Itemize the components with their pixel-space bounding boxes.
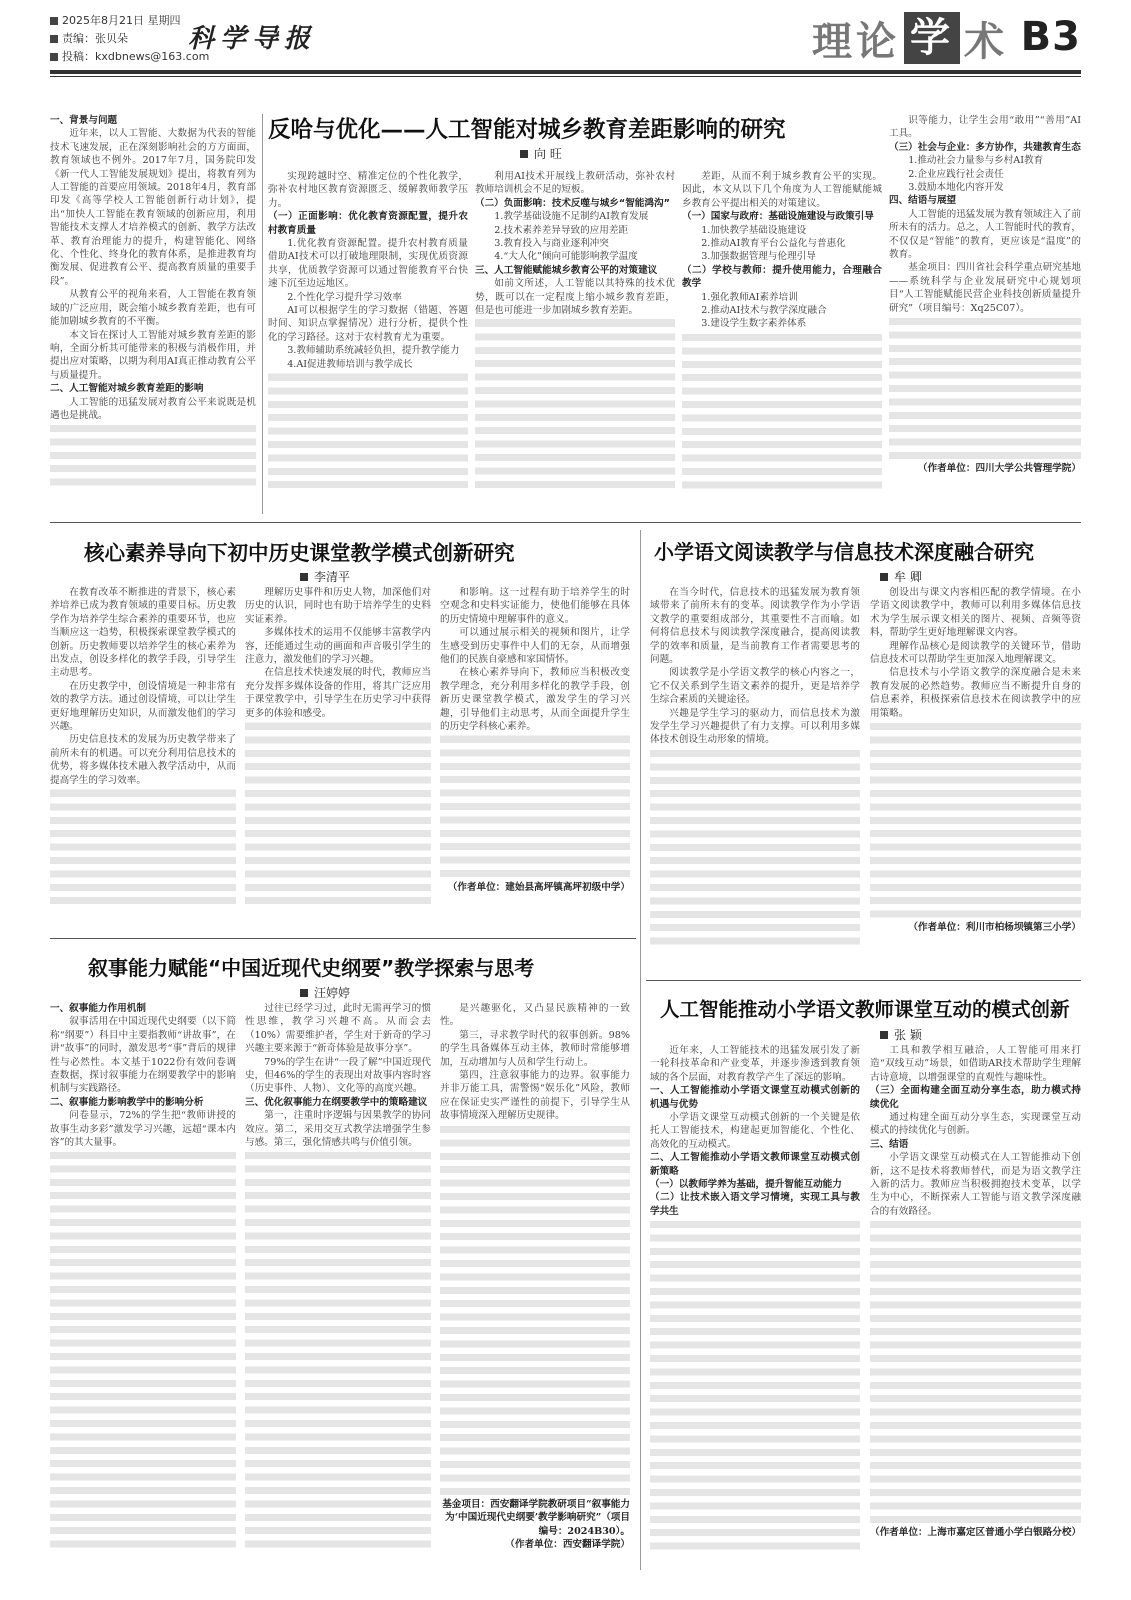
- body-paragraph: 在核心素养导向下，教师应当积极改变教学理念，充分利用多样化的教学手段，创新历史课堂教学模式，激发学生的学习兴趣，引导他们主动思考，从而全面提升学生的历史学科核心素养。: [440, 667, 630, 733]
- column-divider: [640, 530, 641, 1570]
- article1-col3: [475, 170, 675, 512]
- body-paragraph: 人工智能的迅猛发展对教育公平来说既是机遇也是挑战。: [50, 396, 256, 421]
- body-paragraph: 2.技术素养差异导致的应用差距: [494, 224, 629, 236]
- greeked-text-block: [245, 720, 431, 908]
- byline-square-icon: [880, 1031, 888, 1039]
- body-paragraph: 理解历史事件和历史人物，加深他们对历史的认识，同时也有助于培养学生的史料实证素养。: [245, 587, 431, 625]
- article5-author: 张 颖: [894, 1028, 922, 1042]
- article5-title: 人工智能推动小学语文教师课堂互动的模式创新: [660, 998, 1070, 1021]
- body-paragraph: 4.“大人化”倾向可能影响教学温度: [494, 251, 638, 263]
- section-heading: 三、优化叙事能力在纲要教学中的策略建议: [245, 1096, 428, 1108]
- article2-col2: [245, 586, 431, 928]
- section-heading: 二、人工智能对城乡教育差距的影响: [50, 383, 204, 395]
- article4-col3: [440, 1002, 630, 1570]
- article1-col1: [50, 114, 256, 512]
- greeked-text-block: [440, 733, 630, 880]
- body-paragraph: 3.建设学生数字素养体系: [701, 318, 807, 330]
- body-paragraph: 阅读教学是小学语文教学的核心内容之一，它不仅关系到学生语文素养的提升，更是培养学生综合素质的关键途径。: [650, 667, 860, 706]
- section-divider: [646, 980, 1081, 981]
- article4-col2: [245, 1002, 431, 1570]
- author-affiliation: （作者单位：利川市柏杨坝镇第三小学）: [908, 922, 1081, 934]
- article4-author: 汪婷婷: [314, 986, 351, 1000]
- bullet-square-icon: [50, 53, 58, 61]
- section-heading: 二、人工智能推动小学语文教师课堂互动模式创新策略: [650, 1152, 860, 1177]
- article3-author: 牟 卿: [894, 570, 922, 584]
- body-paragraph: 3.教育投入与商业逐利冲突: [494, 238, 609, 250]
- body-paragraph: 3.教师辅助系统减轻负担，提升教学能力: [287, 345, 460, 357]
- body-paragraph: 可以通过展示相关的视频和图片，让学生感受到历史事件中人们的无奈，从而增强他们的民族自豪感和家国情怀。: [440, 627, 630, 666]
- byline-square-icon: [880, 573, 888, 581]
- greeked-text-block: [650, 1218, 860, 1553]
- body-paragraph: 在信息技术快速发展的时代，教师应当充分发挥多媒体设备的作用，将其广泛应用于课堂教学中，引导学生在历史学习中获得更多的体验和感受。: [245, 667, 431, 719]
- body-paragraph: 如前文所述，人工智能以其特殊的技术优势，既可以在一定程度上缩小城乡教育差距，但是也可能进一步加剧城乡教育差距。: [475, 278, 675, 317]
- article1-author: 向 旺: [534, 147, 562, 161]
- greeked-text-block: [475, 317, 675, 491]
- masthead-rule: [50, 70, 1081, 74]
- greeked-text-block: [870, 1218, 1081, 1526]
- masthead: [0, 0, 1131, 80]
- byline-square-icon: [300, 573, 308, 581]
- section-divider: [50, 938, 636, 939]
- section-char: 论: [856, 18, 900, 65]
- body-paragraph: 过往已经学习过，此时无需再学习的惯性思维，教学习兴趣不高。从而会去（10%）需要维护者，学生对于新奇的学习兴趣主要来源于“新奇体验是故事分享”。: [245, 1003, 431, 1055]
- body-paragraph: 问卷显示，72%的学生把“教师讲授的故事生动多彩”激发学习兴趣，远超“课本内容”的其大量事。: [50, 1110, 236, 1149]
- greeked-text-block: [889, 315, 1081, 462]
- body-paragraph: 理解作品核心是阅读教学的关键环节，借助信息技术可以帮助学生更加深入地理解课文。: [870, 640, 1081, 666]
- section-char: 术: [964, 18, 1008, 65]
- body-paragraph: 2.推动AI教育平台公益化与普惠化: [701, 238, 846, 250]
- greeked-text-block: [440, 1123, 630, 1498]
- page-number: B3: [1020, 14, 1081, 60]
- body-paragraph: 2.推动AI技术与教学深度融合: [701, 305, 827, 317]
- section-heading: （一）正面影响：优化教育资源配置，提升农村教育质量: [268, 211, 468, 236]
- greeked-text-block: [682, 331, 882, 492]
- body-paragraph: 基金项目：四川省社会科学重点研究基地——系统科学与企业发展研究中心规划项目“人工智能赋能民营企业科技创新质量提升研究”（项目编号：Xq25C07）。: [889, 262, 1081, 314]
- section-heading: 一、叙事能力作用机制: [50, 1003, 146, 1014]
- bullet-square-icon: [50, 17, 58, 25]
- body-paragraph: 第四，注意叙事能力的边界。叙事能力并非万能工具，需警惕“娱乐化”风险，教师应在保证史实严谨性的前提下，引导学生从故事情境深入理解历史规律。: [440, 1070, 630, 1122]
- article4-byline: [300, 984, 350, 1001]
- article2-byline: [300, 568, 350, 585]
- issue-date: 2025年8月21日 星期四: [62, 14, 181, 27]
- body-paragraph: 在教育改革不断推进的背景下，核心素养培养已成为教育领域的重要目标。历史教学作为培养学生综合素养的重要环节，也应当顺应这一趋势，积极探索课堂教学模式的创新。历史教师要以培养学生的核心素养为出发点，创设多样化的教学手段，引导学生主动思考。: [50, 587, 236, 679]
- article4-title: 叙事能力赋能“中国近现代史纲要”教学探索与思考: [88, 956, 535, 980]
- body-paragraph: 实现跨越时空、精准定位的个性化教学，弥补农村地区教育资源匮乏、缓解教师教学压力。: [268, 171, 468, 209]
- article5-col1: [650, 1044, 860, 1570]
- body-paragraph: 1.优化教育资源配置。提升农村教育质量借助AI技术可以打破地理限制，实现优质资源共享，优质教学资源可以通过智能教育平台快速下沉至边远地区。: [268, 238, 468, 290]
- body-paragraph: 信息技术与小学语文教学的深度融合是未来教育发展的必然趋势。教师应当不断提升自身的信息素养，积极探索信息技术在阅读教学中的应用策略。: [870, 667, 1081, 719]
- body-paragraph: 从教育公平的视角来看，人工智能在教育领域的广泛应用，既会缩小城乡教育差距，也有可能加剧城乡教育的不平衡。: [50, 289, 256, 328]
- bullet-square-icon: [50, 35, 58, 43]
- article2-col3: [440, 586, 630, 928]
- article3-col2: [870, 586, 1081, 972]
- body-paragraph: 小学语文课堂互动模式在人工智能推动下创新，这不是技术将教师替代，而是为语文教学注入新的活力。教师应当积极拥抱技术变革，以学生为中心，不断探索人工智能与语文教学深度融合的有效路径。: [870, 1152, 1081, 1217]
- section-char: 理: [812, 18, 856, 65]
- paper-logo: 科学导报: [188, 24, 317, 54]
- byline-square-icon: [520, 150, 528, 158]
- body-paragraph: 本文旨在探讨人工智能对城乡教育差距的影响，全面分析其可能带来的积极与消极作用，并提出应对策略，以期为利用AI真正推动教育公平与质量提升。: [50, 329, 256, 381]
- email-line: 投稿：kxdbnews@163.com: [62, 50, 210, 63]
- article3-byline: [880, 568, 922, 585]
- author-affiliation: 基金项目：西安翻译学院教研项目“叙事能力为‘中国近现代史纲要’教学影响研究”（项目编号：2024B30）。: [442, 1498, 630, 1537]
- body-paragraph: 识等能力，让学生会用“敢用”“善用”AI工具。: [889, 115, 1081, 140]
- body-paragraph: 1.加快教学基础设施建设: [701, 224, 807, 236]
- section-divider: [50, 522, 1081, 523]
- body-paragraph: 第三，寻求教学时代的叙事创新。98%的学生具备媒体互动主体，教师时常能够增加，互动增加与人员和学生行动上。: [440, 1029, 630, 1068]
- body-paragraph: 和影响。这一过程有助于培养学生的时空观念和史料实证能力，使他们能够在具体的历史情境中理解事件的意义。: [440, 587, 630, 625]
- article5-col2: [870, 1044, 1081, 1570]
- section-heading: 三、人工智能赋能城乡教育公平的对策建议: [475, 264, 658, 276]
- section-heading: 一、背景与问题: [50, 115, 118, 126]
- body-paragraph: 2.企业应践行社会责任: [908, 168, 1004, 180]
- author-affiliation: （作者单位：上海市嘉定区普通小学白银路分校）: [870, 1527, 1081, 1539]
- body-paragraph: 人工智能的迅猛发展为教育领域注入了前所未有的活力。总之，人工智能时代的教育，不仅仅是“智能”的教育，更应该是“温度”的教育。: [889, 208, 1081, 261]
- body-paragraph: 利用AI技术开展线上教研活动，弥补农村教师培训机会不足的短板。: [475, 171, 675, 196]
- greeked-text-block: [50, 422, 256, 489]
- body-paragraph: 近年来，以人工智能、大数据为代表的智能技术飞速发展，正在深刻影响社会的方方面面，教育领域也不例外。2017年7月，国务院印发《新一代人工智能发展规划》提出，将教育列为人工智能的首要应用领域。2018年4月，教育部印发《高等学校人工智能创新行动计划》，提出“加快人工智能在教育领域的创新应用，利用智能技术支撑人才培养模式的创新、教学方法改革、教育治理能力的提升，构建智能化、网络化、个性化、终身化的教育体系，是推进教育均衡发展、促进教育公平、提高教育质量的重要手段”。: [50, 128, 256, 287]
- article4-col1: [50, 1002, 236, 1570]
- body-paragraph: 2.个性化学习提升学习效率: [287, 291, 402, 303]
- body-paragraph: 工具和教学相互融洽，人工智能可用来打造“双线互动”场景，如借助AR技术帮助学生理解古诗意境，以增强课堂的直观性与趣味性。: [870, 1045, 1081, 1083]
- article1-col5: [889, 114, 1081, 512]
- body-paragraph: 是兴趣驱化，又凸显民族精神的一致性。: [440, 1003, 630, 1028]
- section-char: 学: [904, 12, 960, 64]
- body-paragraph: 历史信息技术的发展为历史教学带来了前所未有的机遇。可以充分利用信息技术的优势，将多媒体技术融入教学活动中，从而提高学生的学习效率。: [50, 734, 236, 786]
- greeked-text-block: [50, 787, 236, 908]
- section-heading: （一）以教师学养为基础，提升智能互动能力: [650, 1179, 842, 1191]
- author-affiliation: （作者单位：建始县高坪镇高坪初级中学）: [447, 881, 630, 893]
- issue-meta: [50, 12, 209, 66]
- article2-author: 李清平: [314, 570, 351, 584]
- body-paragraph: 创设出与课文内容相匹配的教学情境。在小学语文阅读教学中，教师可以利用多媒体信息技术为学生展示课文相关的图片、视频、音频等资料，帮助学生更好地理解课文内容。: [870, 587, 1081, 639]
- article5-byline: [880, 1026, 922, 1043]
- section-heading: （二）学校与教师：提升使用能力，合理融合教学: [682, 264, 882, 290]
- section-banner: [812, 12, 1008, 64]
- body-paragraph: 3.鼓励本地化内容开发: [908, 182, 1004, 194]
- greeked-text-block: [268, 371, 468, 492]
- body-paragraph: 近年来，人工智能技术的迅猛发展引发了新一轮科技革命和产业变革，并逐步渗透到教育领域的各个层面，对教育教学产生了深远的影响。: [650, 1045, 860, 1083]
- body-paragraph: 在当今时代，信息技术的迅猛发展为教育领域带来了前所未有的变革。阅读教学作为小学语文教学的重要组成部分，其重要性不言而喻。如何将信息技术与阅读教学深度融合，提高阅读教学的效率和质量，是当前教育工作者需要思考的问题。: [650, 587, 860, 666]
- byline-square-icon: [300, 989, 308, 997]
- greeked-text-block: [50, 1149, 236, 1551]
- column-divider: [262, 114, 263, 514]
- article1-col2: [268, 170, 468, 512]
- article2-title: 核心素养导向下初中历史课堂教学模式创新研究: [84, 541, 515, 565]
- greeked-text-block: [870, 720, 1081, 921]
- body-paragraph: 差距，从而不利于城乡教育公平的实现。因此，本文从以下几个角度为人工智能赋能城乡教育公平提出相关的对策建议。: [682, 171, 882, 209]
- section-heading: （三）全面构建全面互动分享生态，助力模式持续优化: [870, 1085, 1081, 1110]
- article1-title: 反哈与优化——人工智能对城乡教育差距影响的研究: [268, 117, 786, 143]
- greeked-text-block: [245, 1149, 431, 1551]
- article3-title: 小学语文阅读教学与信息技术深度融合研究: [654, 540, 1034, 564]
- article3-col1: [650, 586, 860, 972]
- masthead-rule: [50, 76, 1081, 77]
- body-paragraph: AI可以根据学生的学习数据（错题、答题时间、知识点掌握情况）进行分析，提供个性化的学习路径。这对于农村教育尤为重要。: [268, 305, 468, 343]
- body-paragraph: 3.加强数据管理与伦理引导: [701, 251, 816, 263]
- article1-col4: [682, 170, 882, 512]
- body-paragraph: 79%的学生在讲“一段了解”中国近现代史，但46%的学生的表现出对故事内容时容（历史事件、人物）、文化等的高度兴趣。: [245, 1056, 431, 1095]
- author-affiliation: （作者单位：西安翻译学院）: [505, 1539, 630, 1551]
- editor-line: 责编：张贝朵: [62, 32, 128, 45]
- section-heading: （一）国家与政府：基础设施建设与政策引导: [682, 211, 874, 223]
- section-heading: （二）负面影响：技术反噬与城乡“智能鸿沟”: [475, 197, 670, 209]
- author-affiliation: （作者单位：四川大学公共管理学院）: [917, 463, 1081, 475]
- section-heading: 一、人工智能推动小学语文课堂互动模式创新的机遇与优势: [650, 1085, 860, 1110]
- body-paragraph: 4.AI促进教师培训与教学成长: [287, 358, 413, 370]
- body-paragraph: 叙事活用在中国近现代史纲要（以下简称“纲要”）科目中主要指教师“讲故事”，在讲“故事”的同时，激发思考“事”背后的规律性与必然性。本文基于1022份有效问卷调查数据，探讨叙事能力在纲要教学中的影响机制与实践路径。: [50, 1016, 236, 1095]
- body-paragraph: 通过构建全面互动分享生态，实现课堂互动模式的持续优化与创新。: [870, 1112, 1081, 1137]
- article2-col1: [50, 586, 236, 928]
- body-paragraph: 1.推动社会力量参与乡村AI教育: [908, 155, 1044, 167]
- greeked-text-block: [650, 747, 860, 948]
- section-heading: 四、结语与展望: [889, 195, 957, 207]
- body-paragraph: 小学语文课堂互动模式创新的一个关键是依托人工智能技术，构建起更加智能化、个性化、高效化的互动模式。: [650, 1112, 860, 1150]
- section-heading: （三）社会与企业：多方协作，共建教育生态: [889, 141, 1081, 153]
- section-heading: 三、结语: [870, 1138, 909, 1150]
- body-paragraph: 在历史教学中，创设情境是一种非常有效的教学方法。通过创设情境，可以让学生更好地理解历史知识，从而激发他们的学习兴趣。: [50, 680, 236, 733]
- body-paragraph: 1.教学基础设施不足制约AI教育发展: [494, 211, 649, 223]
- article1-byline: [520, 145, 562, 162]
- body-paragraph: 1.强化教师AI素养培训: [701, 291, 798, 303]
- body-paragraph: 第一，注重时序逻辑与因果教学的协同效应。第二，采用交互式教学法增强学生参与感。第三，强化情感共鸣与价值引领。: [245, 1110, 431, 1149]
- section-heading: （二）让技术嵌入语文学习情境，实现工具与教学共生: [650, 1192, 860, 1217]
- section-heading: 二、叙事能力影响教学中的影响分析: [50, 1096, 204, 1108]
- body-paragraph: 兴趣是学生学习的驱动力，而信息技术为激发学生学习兴趣提供了有力支撑。可以利用多媒体技术创设生动形象的情境。: [650, 707, 860, 746]
- body-paragraph: 多媒体技术的运用不仅能够丰富教学内容，还能通过生动的画面和声音吸引学生的注意力，激发他们的学习兴趣。: [245, 627, 431, 666]
